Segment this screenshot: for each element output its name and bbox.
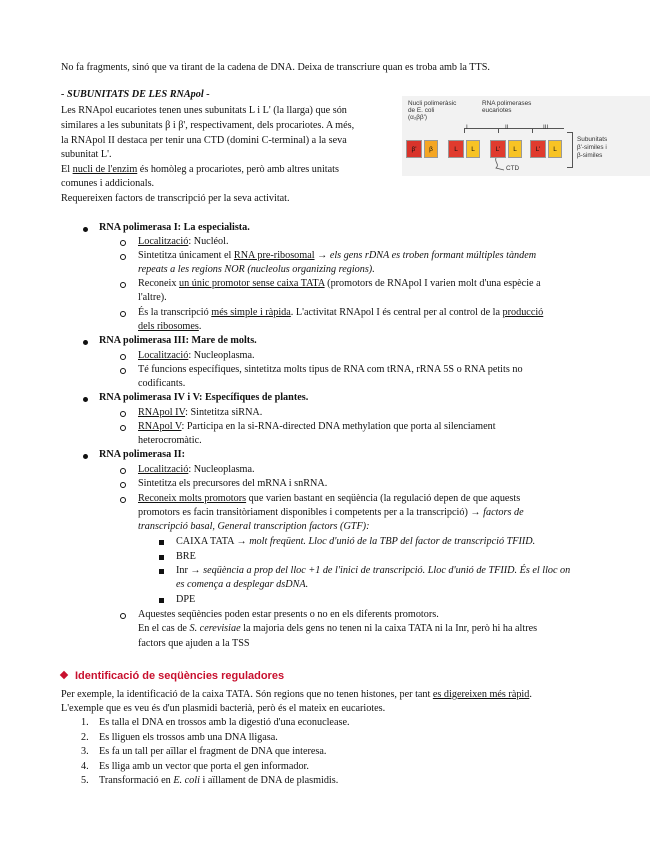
step-text: Es lliga amb un vector que porta el gen informador.: [99, 761, 309, 772]
bullet-circle: [120, 254, 126, 260]
bullet-dot: [83, 454, 88, 459]
pol2-gtf: transcripció basal, General transcription factors (GTF):: [138, 521, 370, 532]
roman-label: II: [505, 124, 509, 131]
step-number: 5.: [81, 775, 89, 786]
pol5-desc-cont: heterocromàtic.: [138, 435, 202, 446]
bullet-circle: [120, 311, 126, 317]
bullet-circle: [120, 613, 126, 619]
bullet-circle: [120, 368, 126, 374]
figure-label-euk: RNA polimerases: [482, 100, 532, 107]
bullet-dot: [83, 227, 88, 232]
bullet-circle: [120, 482, 126, 488]
diamond-bullet-icon: [60, 671, 68, 679]
pol2-note3: factors que ajuden a la TSS: [138, 638, 250, 649]
step-number: 4.: [81, 761, 89, 772]
subunit-box: L: [466, 140, 480, 158]
subunit-box: L: [548, 140, 562, 158]
pol3-heading: RNA polimerasa III: Mare de molts.: [99, 335, 257, 346]
bullet-circle: [120, 282, 126, 288]
bracket: [567, 132, 573, 168]
subunit-box: L': [490, 140, 506, 158]
subunits-line6: comunes i addicionals.: [61, 178, 155, 189]
step-text: Es fa un tall per aïllar el fragment de DNA que interesa.: [99, 746, 327, 757]
section2-p1: Per exemple, la identificació de la caixa TATA. Són regions que no tenen histones, per tant es digereixen més ràpid.: [61, 689, 532, 700]
step-number: 2.: [81, 732, 89, 743]
subunit-box: L': [530, 140, 546, 158]
ruler-line: [464, 128, 564, 129]
step-text: Es talla el DNA en trossos amb la digestió d'una econuclease.: [99, 717, 350, 728]
bullet-square: [159, 598, 164, 603]
figure-label-prok: de E. coli: [408, 107, 435, 114]
section2-p2: L'exemple que es veu és d'un plasmidi bacterià, però és el mateix en eucariotes.: [61, 703, 386, 714]
pol2-synth: Sintetitza els precursores del mRNA i snRNA.: [138, 478, 328, 489]
subunits-title: - SUBUNITATS DE LES RNApol -: [61, 89, 210, 100]
subunits-line1: Les RNApol eucariotes tenen unes subunitats L i L' (la llarga) que són: [61, 105, 347, 116]
bullet-circle: [120, 468, 126, 474]
pol3-functions: Té funcions específiques, sintetitza molts tipus de RNA com tRNA, rRNA 5S o RNA petits no: [138, 364, 523, 375]
step-number: 3.: [81, 746, 89, 757]
figure-label-prok: Nucli polimeràsic: [408, 100, 457, 107]
subunit-box: L: [448, 140, 464, 158]
pol1-heading: RNA polimerasa I: La especialista.: [99, 222, 250, 233]
bullet-circle: [120, 411, 126, 417]
subunit-box: β': [406, 140, 422, 158]
pol1-recognizes: Reconeix un únic promotor sense caixa TATA (promotors de RNApol I varien molt d'una espècie a: [138, 278, 541, 289]
subunits-line3: la RNApol II destaca per tenir una CTD (domini C-terminal) a la seva: [61, 135, 347, 146]
roman-label: I: [466, 124, 468, 131]
bullet-circle: [120, 354, 126, 360]
bullet-square: [159, 555, 164, 560]
section-heading: Identificació de seqüències reguladores: [61, 669, 284, 684]
subunit-box: β: [424, 140, 438, 158]
figure-label-prok: (α₂ββ'): [408, 114, 428, 121]
step-text: Transformació en E. coli i aïllament de DNA de plasmidis.: [99, 775, 339, 786]
intro-line: No fa fragments, sinó que va tirant de la cadena de DNA. Deixa de transcriure quan es troba amb la TTS.: [61, 62, 490, 73]
figure-label-euk: eucariotes: [482, 107, 512, 114]
bullet-dot: [83, 397, 88, 402]
roman-label: III: [543, 124, 549, 131]
subunits-line2: similares a les subunitats β i β', respectivament, dels procariotes. A més,: [61, 120, 355, 131]
subunit-box: L: [508, 140, 522, 158]
figure-side-label: Subunitats: [577, 136, 608, 143]
pol1-location: Localització: Nucléol.: [138, 236, 229, 247]
step-number: 1.: [81, 717, 89, 728]
bre-item: BRE: [176, 551, 196, 562]
subunits-line7: Requereixen factors de transcripció per la seva activitat.: [61, 193, 290, 204]
ruler-tick: [498, 128, 499, 133]
pol2-heading: RNA polimerasa II:: [99, 449, 186, 460]
pol4-desc: RNApol IV: Sintetitza siRNA.: [138, 407, 263, 418]
subunit-figure: [402, 96, 650, 176]
bullet-square: [159, 569, 164, 574]
inr-item: Inr → seqüència a prop del lloc +1 de l'inici de transcripció. Lloc d'unió de TFIID. És el lloc on: [176, 565, 571, 576]
subunits-line5: El nucli de l'enzim és homòleg a procariotes, però amb altres unitats: [61, 164, 339, 175]
ruler-tick: [532, 128, 533, 133]
bullet-dot: [83, 340, 88, 345]
pol2-recognizes-cont: promotors es facin transitòriament disponibles i competents per a la transcripció) → factors de: [138, 507, 524, 518]
tata-box-item: CAIXA TATA → molt freqüent. Lloc d'unió de la TBP del factor de transcripció TFIID.: [176, 536, 536, 547]
subunits-line4: subunitat L'.: [61, 149, 112, 160]
step-text: Es lliguen els trossos amb una DNA lligasa.: [99, 732, 278, 743]
pol2-location: Localització: Nucleoplasma.: [138, 464, 255, 475]
pol1-synth-cont: repeats a les regions NOR (nucleolus organizing regions).: [138, 264, 375, 275]
pol3-functions-cont: codificants.: [138, 378, 186, 389]
figure-side-label: β-similes: [577, 152, 603, 159]
pol2-note1: Aquestes seqüències poden estar presents o no en els diferents promotors.: [138, 609, 439, 620]
bullet-circle: [120, 240, 126, 246]
nucli-link: nucli de l'enzim: [72, 164, 138, 175]
ruler-tick: [464, 128, 465, 133]
pol5-desc: RNApol V: Participa en la si-RNA-directed DNA methylation que porta al silenciament: [138, 421, 496, 432]
pol3-location: Localització: Nucleoplasma.: [138, 350, 255, 361]
bullet-circle: [120, 425, 126, 431]
pol1-transcription-cont: dels ribosomes.: [138, 321, 202, 332]
pol1-transcription: És la transcripció més simple i ràpida. L'activitat RNApol I és central per al control de la producció: [138, 307, 544, 318]
pol2-recognizes: Reconeix molts promotors que varien bastant en seqüència (la regulació depen de que aquests: [138, 493, 521, 504]
ctd-label: CTD: [506, 165, 520, 172]
dpe-item: DPE: [176, 594, 196, 605]
pol1-synth: Sintetitza únicament el RNA pre-ribosomal → els gens rDNA es troben formant múltiples tàndem: [138, 250, 537, 261]
pol45-heading: RNA polimerasa IV i V: Específiques de plantes.: [99, 392, 309, 403]
bullet-circle: [120, 497, 126, 503]
pol1-recognizes-cont: l'altre).: [138, 292, 167, 303]
bullet-square: [159, 540, 164, 545]
inr-item-cont: es comença a desplegar dsDNA.: [176, 579, 309, 590]
pol2-note2: En el cas de S. cerevisiae la majoria dels gens no tenen ni la caixa TATA ni la Inr, però hi ha altres: [138, 623, 538, 634]
figure-side-label: β'-similes i: [577, 144, 607, 151]
